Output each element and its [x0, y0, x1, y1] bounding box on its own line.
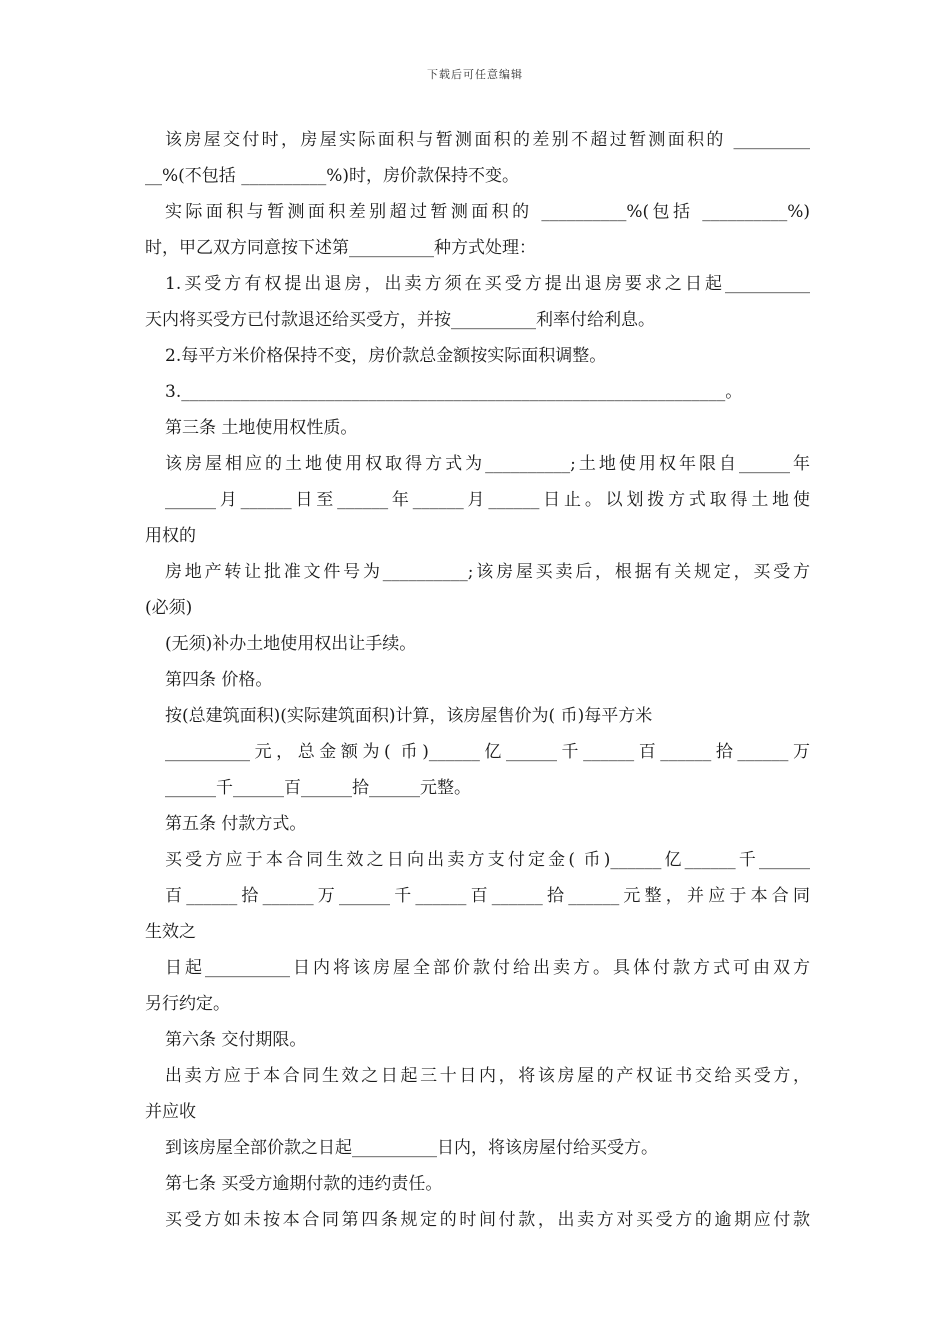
text-line: 第三条 土地使用权性质。 [165, 418, 358, 438]
text-line: 另行约定。 [145, 994, 230, 1014]
text-line: 该房屋相应的土地使用权取得方式为__________;土地使用权年限自______年 [165, 454, 810, 474]
text-line: 3.________________________________________________________________。 [165, 382, 743, 402]
text-line: 出卖方应于本合同生效之日起三十日内，将该房屋的产权证书交给买受方， [165, 1066, 810, 1086]
text-line: 用权的 [145, 526, 196, 546]
text-line: 第六条 交付期限。 [165, 1030, 307, 1050]
page-header: 下载后可任意编辑 [427, 68, 523, 81]
text-line: __________元，总金额为( 币)______亿______千______百______拾______万 [165, 742, 810, 762]
text-line: 按(总建筑面积)(实际建筑面积)计算，该房屋售价为( 币)每平方米 [165, 706, 653, 726]
text-line: 生效之 [145, 922, 196, 942]
text-line: 第五条 付款方式。 [165, 814, 307, 834]
text-line: 到该房屋全部价款之日起__________日内，将该房屋付给买受方。 [165, 1138, 658, 1158]
text-line: 并应收 [145, 1102, 196, 1122]
text-line: 买受方应于本合同生效之日向出卖方支付定金( 币)______亿______千______ [165, 850, 810, 870]
text-line: 第七条 买受方逾期付款的违约责任。 [165, 1174, 443, 1194]
text-line: 百______拾______万______千______百______拾______元整，并应于本合同 [165, 886, 810, 906]
text-line: 1.买受方有权提出退房，出卖方须在买受方提出退房要求之日起__________ [165, 274, 810, 294]
text-line: (无须)补办土地使用权出让手续。 [165, 634, 417, 654]
text-line: ______月______日至______年______月______日止。以划拨方式取得土地使 [165, 490, 810, 510]
text-line: __%(不包括 __________%)时，房价款保持不变。 [145, 166, 519, 186]
text-line: 天内将买受方已付款退还给买受方，并按__________利率付给利息。 [145, 310, 655, 330]
text-line: (必须) [145, 598, 193, 618]
text-line: 该房屋交付时，房屋实际面积与暂测面积的差别不超过暂测面积的 _________ [165, 130, 810, 150]
text-line: 实际面积与暂测面积差别超过暂测面积的 __________%(包括 __________%) [165, 202, 810, 222]
text-line: 时，甲乙双方同意按下述第__________种方式处理： [145, 238, 536, 258]
document-body [145, 122, 810, 1238]
text-line: 第四条 价格。 [165, 670, 273, 690]
text-line: ______千______百______拾______元整。 [165, 778, 471, 798]
text-line: 买受方如未按本合同第四条规定的时间付款，出卖方对买受方的逾期应付款 [165, 1210, 810, 1230]
text-line: 日起__________日内将该房屋全部价款付给出卖方。具体付款方式可由双方 [165, 958, 810, 978]
text-line: 房地产转让批准文件号为__________;该房屋买卖后，根据有关规定，买受方 [165, 562, 810, 582]
text-line: 2.每平方米价格保持不变，房价款总金额按实际面积调整。 [165, 346, 607, 366]
